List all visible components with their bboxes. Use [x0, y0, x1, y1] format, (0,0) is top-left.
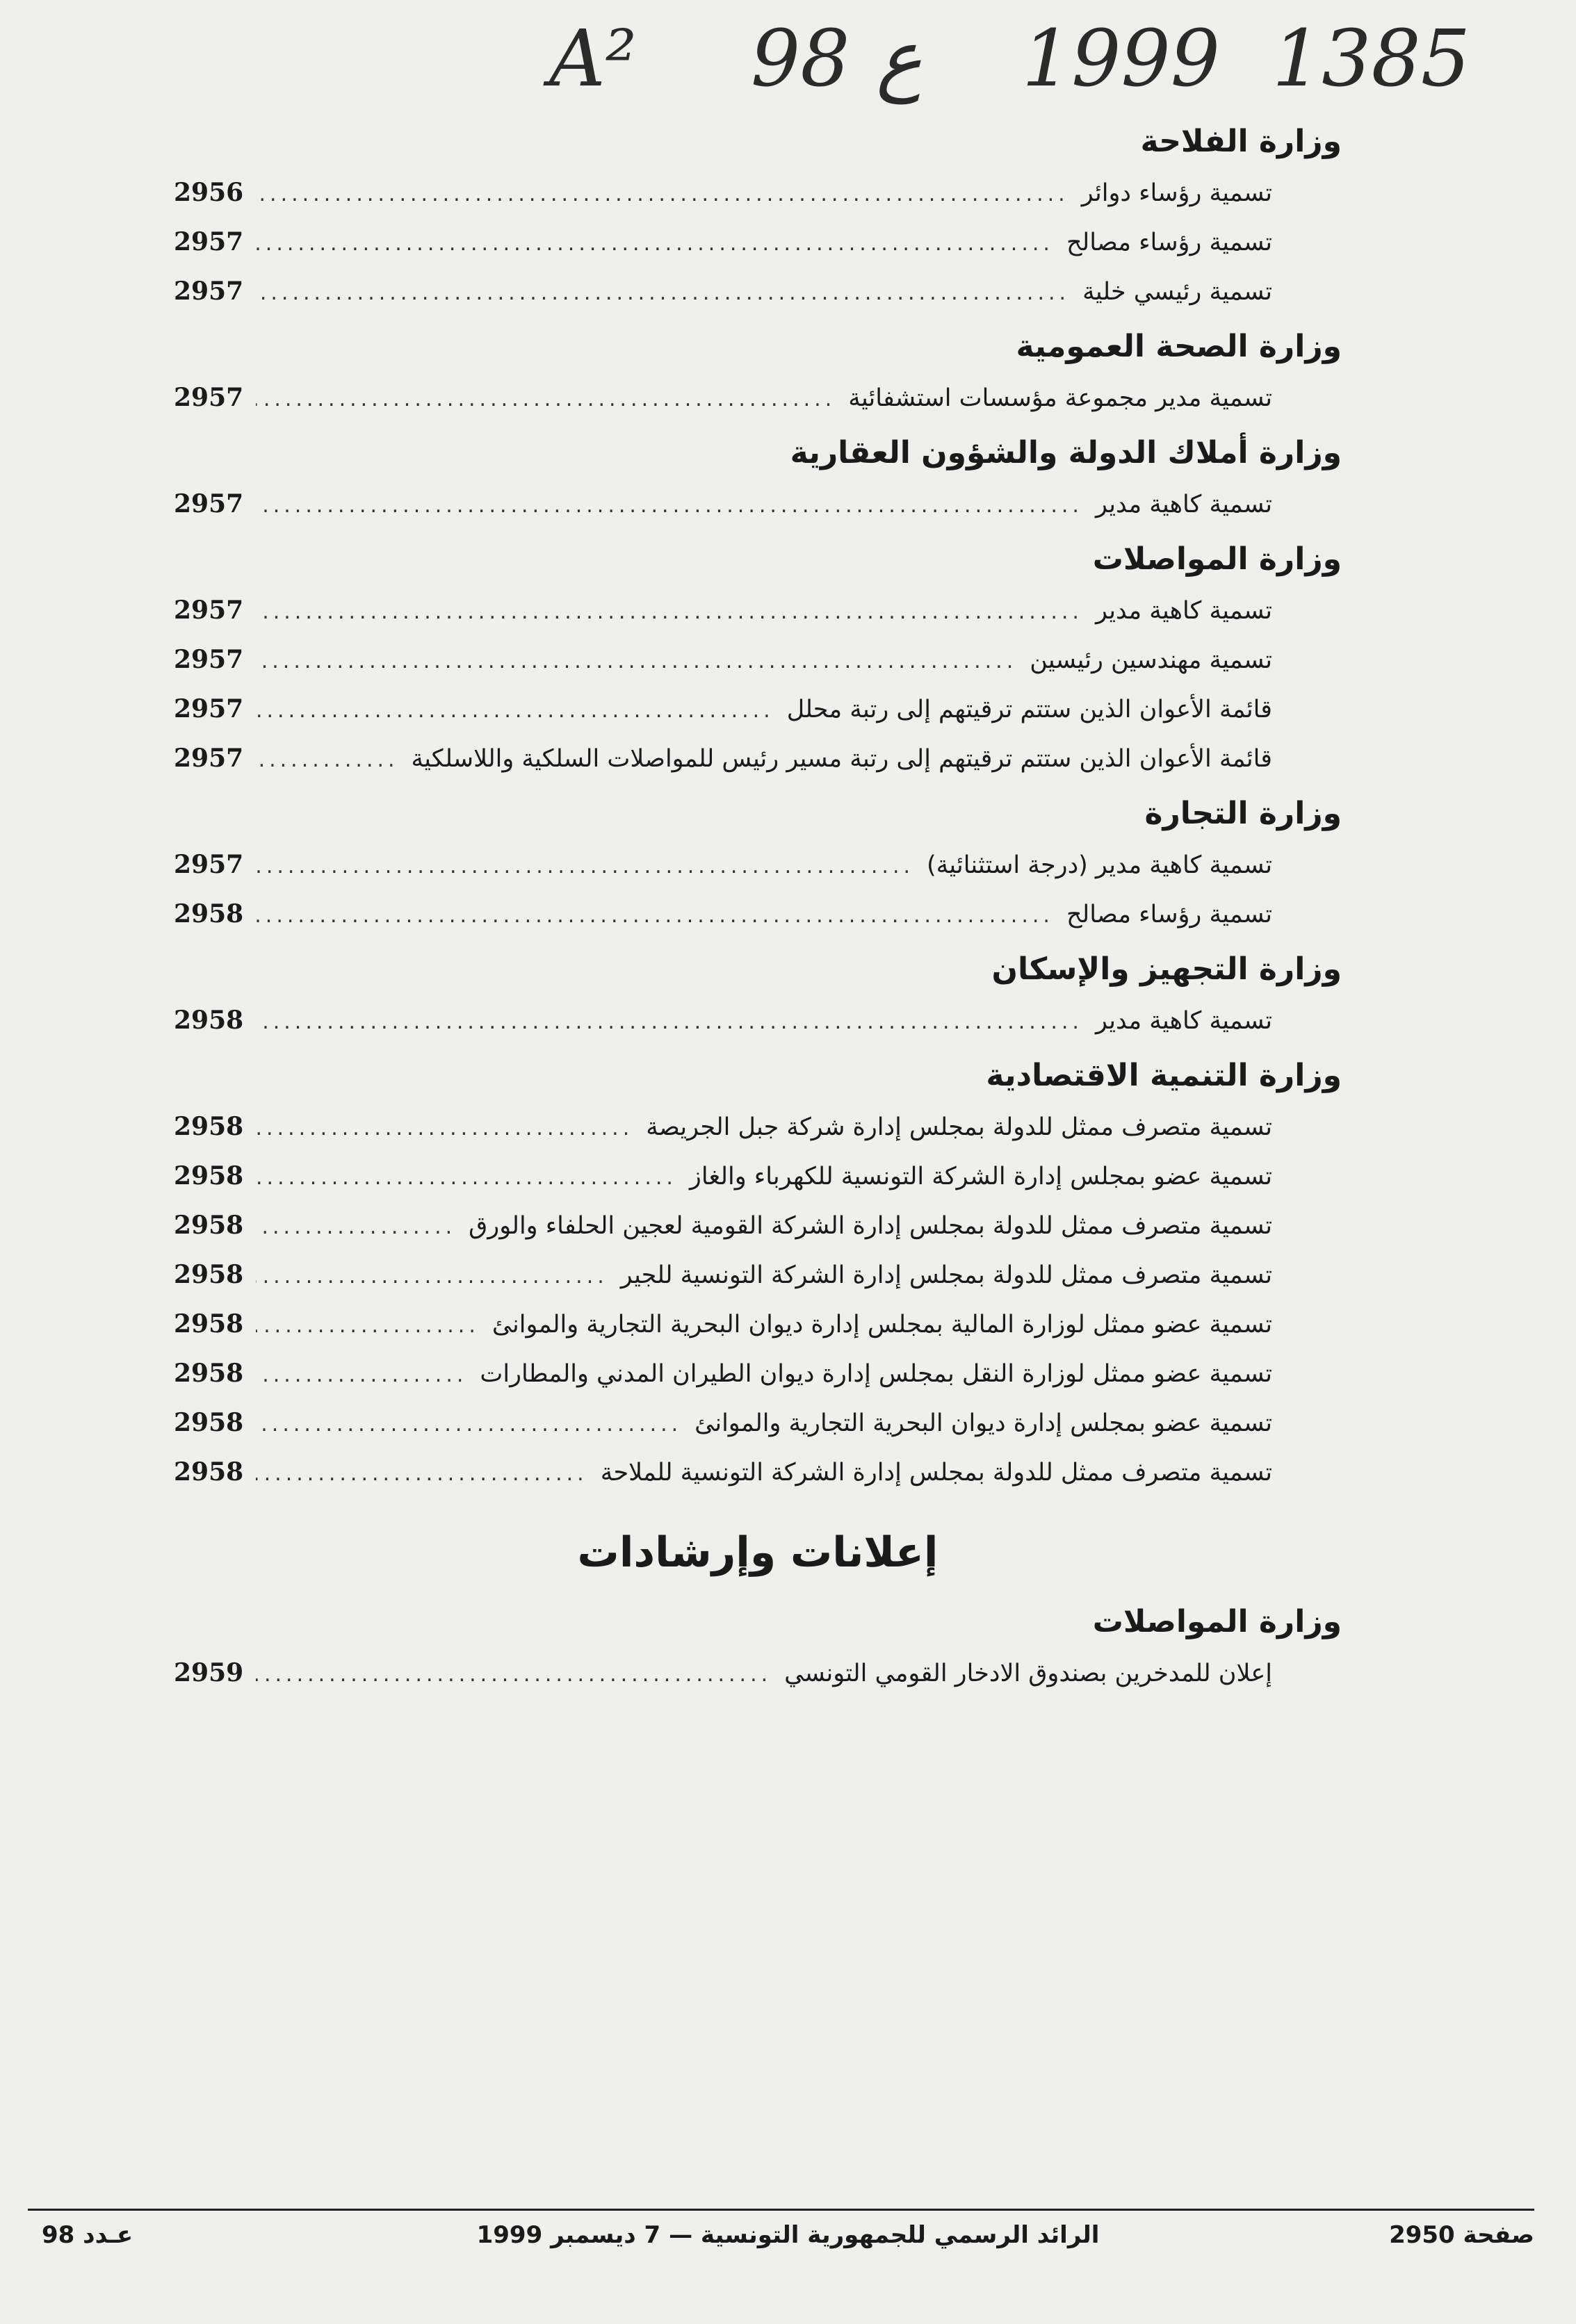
dot-leader	[256, 686, 774, 735]
entry-label: تسمية متصرف ممثل للدولة بمجلس إدارة الشركة التونسية للملاحة	[600, 1459, 1272, 1487]
toc-entry	[174, 734, 1342, 783]
dot-leader	[256, 1350, 467, 1400]
dot-leader	[256, 997, 1083, 1047]
toc-section	[174, 949, 1342, 1045]
entry-page-number: 2958	[174, 1260, 244, 1289]
entry-label: تسمية عضو بمجلس إدارة الشركة التونسية للكهرباء والغاز	[689, 1163, 1272, 1190]
toc-entry	[174, 1300, 1342, 1349]
entry-label: تسمية مدير مجموعة مؤسسات استشفائية	[848, 384, 1272, 412]
entry-page-number: 2958	[174, 1112, 244, 1141]
dot-leader	[256, 219, 1054, 268]
toc-entry	[174, 218, 1342, 267]
toc-entry	[174, 586, 1342, 635]
entry-label: تسمية كاهية مدير	[1095, 1007, 1272, 1035]
handwritten-mark: A²	[549, 14, 637, 104]
toc-entry	[174, 1152, 1342, 1201]
dot-leader	[256, 1449, 588, 1498]
toc-entry	[174, 840, 1342, 890]
section-title: وزارة المواصلات	[1092, 541, 1342, 577]
toc-section	[174, 1601, 1342, 1698]
toc-entry	[174, 1398, 1342, 1448]
entry-label: قائمة الأعوان الذين ستتم ترقيتهم إلى رتبة مسير رئيس للمواصلات السلكية واللاسلكية	[411, 745, 1272, 773]
entry-page-number: 2958	[174, 1309, 244, 1339]
page-footer	[42, 2221, 1534, 2263]
entry-label: تسمية كاهية مدير	[1095, 597, 1272, 625]
entry-label: تسمية متصرف ممثل للدولة بمجلس إدارة الشركة التونسية للجير	[620, 1261, 1272, 1289]
entry-label: تسمية متصرف ممثل للدولة بمجلس إدارة الشركة القومية لعجين الحلفاء والورق	[469, 1212, 1272, 1240]
entry-label: تسمية عضو ممثل لوزارة المالية بمجلس إدارة ديوان البحرية التجارية والموانئ	[492, 1311, 1272, 1339]
toc-section	[174, 1055, 1342, 1497]
entry-page-number: 2958	[174, 1408, 244, 1437]
section-title: وزارة المواصلات	[1092, 1604, 1342, 1639]
toc-entry	[174, 267, 1342, 316]
section-title: وزارة الصحة العمومية	[1016, 329, 1342, 364]
dot-leader	[256, 170, 1069, 219]
dot-leader	[256, 842, 914, 891]
entry-label: تسمية عضو ممثل لوزارة النقل بمجلس إدارة ديوان الطيران المدني والمطارات	[480, 1360, 1272, 1388]
section-title: وزارة التجارة	[1144, 796, 1342, 831]
toc-entry	[174, 373, 1342, 423]
dot-leader	[256, 1202, 456, 1252]
entry-label: قائمة الأعوان الذين ستتم ترقيتهم إلى رتبة محلل	[786, 696, 1272, 723]
entry-page-number: 2957	[174, 596, 244, 625]
toc-section	[174, 432, 1342, 529]
entry-page-number: 2958	[174, 1161, 244, 1190]
entry-page-number: 2958	[174, 899, 244, 928]
toc-section	[174, 539, 1342, 783]
dot-leader	[256, 1301, 480, 1350]
entry-label: تسمية رؤساء مصالح	[1066, 229, 1272, 256]
toc-entry	[174, 1648, 1342, 1698]
toc-entry	[174, 890, 1342, 939]
footer-page-number: صفحة 2950	[1389, 2221, 1534, 2249]
entry-page-number: 2957	[174, 227, 244, 256]
toc-entry	[174, 1102, 1342, 1152]
toc-entry	[174, 996, 1342, 1045]
entry-label: تسمية رئيسي خلية	[1082, 278, 1272, 306]
entry-page-number: 2958	[174, 1211, 244, 1240]
entry-page-number: 2958	[174, 1006, 244, 1035]
toc-entry	[174, 635, 1342, 685]
section-title: وزارة التجهيز والإسكان	[991, 951, 1342, 987]
toc-entry	[174, 1349, 1342, 1398]
toc-section	[174, 793, 1342, 939]
entry-label: تسمية عضو بمجلس إدارة ديوان البحرية التجارية والموانئ	[694, 1409, 1272, 1437]
entry-page-number: 2957	[174, 489, 244, 518]
footer-issue-number: عـدد 98	[42, 2221, 133, 2249]
dot-leader	[256, 1153, 677, 1202]
toc-entry	[174, 1250, 1342, 1300]
toc-section	[174, 121, 1342, 316]
handwritten-mark: 98	[751, 14, 850, 104]
toc-entry	[174, 1448, 1342, 1497]
handwritten-note	[487, 14, 1471, 125]
entry-page-number: 2957	[174, 383, 244, 412]
dot-leader	[256, 1400, 682, 1449]
dot-leader	[256, 1104, 633, 1153]
dot-leader	[256, 891, 1054, 940]
entry-page-number: 2959	[174, 1658, 244, 1687]
entry-page-number: 2957	[174, 850, 244, 879]
entry-label: تسمية مهندسين رئيسين	[1030, 646, 1272, 674]
handwritten-mark: ع	[876, 14, 923, 104]
footer-publication: الرائد الرسمي للجمهورية التونسية — 7 ديسمبر 1999	[476, 2221, 1100, 2249]
entry-page-number: 2957	[174, 694, 244, 723]
dot-leader	[256, 268, 1070, 318]
dot-leader	[256, 481, 1083, 530]
dot-leader	[256, 637, 1017, 686]
toc-section	[174, 326, 1342, 423]
entry-label: تسمية رؤساء دوائر	[1081, 179, 1272, 207]
entry-label: تسمية رؤساء مصالح	[1066, 901, 1272, 928]
entry-page-number: 2958	[174, 1359, 244, 1388]
dot-leader	[256, 1650, 772, 1699]
footer-divider	[28, 2209, 1534, 2211]
toc-entry	[174, 480, 1342, 529]
entry-label: تسمية متصرف ممثل للدولة بمجلس إدارة شركة جبل الجريصة	[646, 1113, 1272, 1141]
toc-entry	[174, 168, 1342, 218]
entry-page-number: 2956	[174, 178, 244, 207]
entry-page-number: 2957	[174, 277, 244, 306]
toc-entry	[174, 1201, 1342, 1250]
toc-entry	[174, 685, 1342, 734]
handwritten-mark: 1385	[1272, 14, 1471, 104]
announcements-heading: إعلانات وإرشادات	[577, 1528, 939, 1577]
entry-label: إعلان للمدخرين بصندوق الادخار القومي التونسي	[784, 1660, 1272, 1687]
entry-label: تسمية كاهية مدير (درجة استثنائية)	[927, 851, 1272, 879]
table-of-contents	[174, 111, 1342, 1698]
entry-page-number: 2958	[174, 1457, 244, 1487]
section-title: وزارة الفلاحة	[1140, 124, 1342, 159]
entry-page-number: 2957	[174, 645, 244, 674]
entry-page-number: 2957	[174, 744, 244, 773]
section-title: وزارة أملاك الدولة والشؤون العقارية	[790, 435, 1342, 470]
dot-leader	[256, 735, 399, 785]
dot-leader	[256, 587, 1083, 637]
dot-leader	[256, 375, 836, 424]
section-title: وزارة التنمية الاقتصادية	[986, 1058, 1342, 1093]
entry-label: تسمية كاهية مدير	[1095, 491, 1272, 518]
handwritten-mark: 1999	[1022, 14, 1221, 104]
dot-leader	[256, 1252, 608, 1301]
